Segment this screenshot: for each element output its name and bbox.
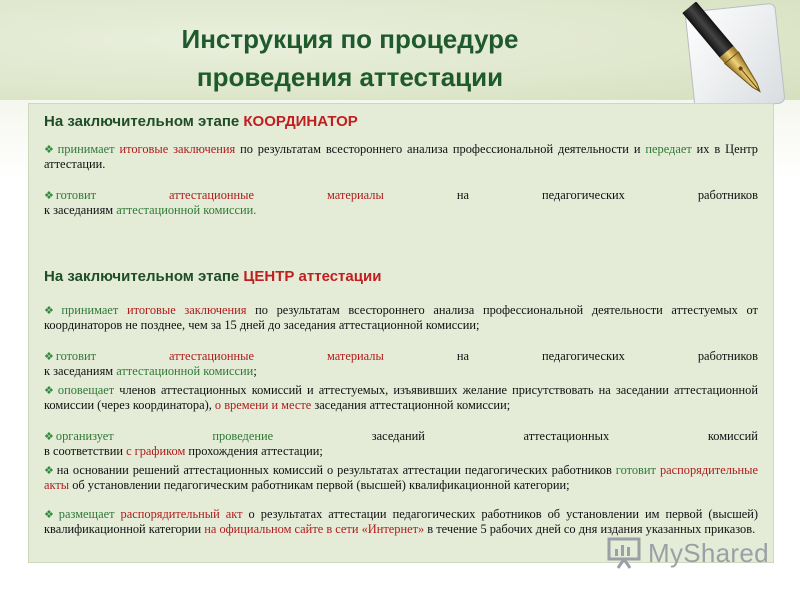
item-text: аттестационной комиссии <box>116 363 254 378</box>
heading-prefix: На заключительном этапе <box>44 268 244 285</box>
item-text: о результатах аттестации педагогических работников об установлении им первой (высшей) квалификационной категории <box>44 507 759 536</box>
list-item <box>44 430 758 458</box>
watermark-text: MyShared <box>648 537 769 568</box>
item-text: в течение 5 рабочих дней со дня издания указанных приказов. <box>424 521 756 536</box>
item-text: итоговые заключения <box>119 142 236 156</box>
item-text: распорядительный акт <box>120 507 243 521</box>
diamond-bullet-icon: ❖ <box>44 465 55 477</box>
presentation-board-icon <box>606 536 642 570</box>
item-text: аттестационные <box>169 349 254 363</box>
diamond-bullet-icon: ❖ <box>44 305 60 317</box>
item-text: на основании решений аттестационных комиссий о результатах аттестации педагогических работников <box>56 463 616 477</box>
item-text: проведение <box>212 429 274 443</box>
item-text: по результатам всестороннего анализа профессиональной деятельности аттестуемых от координаторов не позднее, чем за 15 дней до заседания аттестационной комиссии; <box>44 303 758 332</box>
section-heading-coordinator <box>44 113 358 130</box>
list-item <box>44 189 758 217</box>
item-text: размещает <box>58 507 115 521</box>
list-item <box>44 350 758 378</box>
item-text: комиссий <box>707 429 758 443</box>
list-item <box>44 464 758 492</box>
list-item <box>44 304 758 332</box>
item-text: заседания аттестационной комиссии; <box>311 397 511 412</box>
item-text: работников <box>697 349 758 363</box>
item-text: передает <box>645 142 692 156</box>
heading-prefix: На заключительном этапе <box>44 113 244 130</box>
item-text: оповещает <box>57 383 115 397</box>
item-text: педагогических <box>541 349 625 363</box>
diamond-bullet-icon: ❖ <box>44 431 54 443</box>
item-text: их в Центр аттестации. <box>44 142 758 171</box>
item-text: заседаний <box>371 429 425 443</box>
item-text: готовит <box>55 188 97 202</box>
slide-title <box>90 20 610 96</box>
title-line-2: проведения аттестации <box>196 62 504 92</box>
diamond-bullet-icon: ❖ <box>44 509 57 521</box>
item-text: работников <box>697 188 758 202</box>
item-text: материалы <box>327 349 384 363</box>
item-text: готовит <box>55 349 97 363</box>
item-text: к заседаниям <box>44 363 117 378</box>
item-text: организует <box>55 429 114 443</box>
diamond-bullet-icon: ❖ <box>44 144 56 156</box>
diamond-bullet-icon: ❖ <box>44 190 54 202</box>
heading-highlight: КООРДИНАТОР <box>243 113 358 130</box>
title-line-1: Инструкция по процедуре <box>181 24 519 54</box>
item-text: педагогических <box>541 188 625 202</box>
item-text: об установлении педагогическим работникам первой (высшей) квалификационной категории; <box>69 477 570 492</box>
item-text: прохождения аттестации; <box>185 443 323 458</box>
item-text: ; <box>253 363 257 378</box>
item-text: готовит <box>615 463 656 477</box>
item-text: о времени и месте <box>214 397 312 412</box>
list-item <box>44 143 758 171</box>
item-text: аттестационные <box>169 188 254 202</box>
item-text: распорядительные акты <box>44 463 758 492</box>
item-text: членов аттестационных комиссий и аттестуемых, изъявивших желание присутствовать на заседании аттестационной комиссии (через координатора), <box>44 383 758 412</box>
item-text: на <box>456 188 469 202</box>
item-text: к заседаниям <box>44 202 117 217</box>
section-heading-center <box>44 268 381 285</box>
heading-highlight: ЦЕНТР аттестации <box>243 268 382 285</box>
item-text: в соответствии <box>44 443 127 458</box>
item-text: с графиком <box>126 443 186 458</box>
diamond-bullet-icon: ❖ <box>44 351 54 363</box>
list-item <box>44 384 758 412</box>
item-text: аттестационных <box>523 429 610 443</box>
item-text: на официальном сайте в сети «Интернет» <box>204 521 425 536</box>
item-text: принимает <box>61 303 119 317</box>
item-text: материалы <box>327 188 384 202</box>
diamond-bullet-icon: ❖ <box>44 385 56 397</box>
item-text: итоговые заключения <box>126 303 247 317</box>
list-item <box>44 508 758 536</box>
fountain-pen-icon <box>676 2 786 112</box>
item-text: на <box>456 349 469 363</box>
content-panel <box>28 103 774 563</box>
item-text: аттестационной комиссии. <box>116 202 257 217</box>
item-text: принимает <box>57 142 115 156</box>
myshared-watermark <box>606 536 769 570</box>
item-text: по результатам всестороннего анализа профессиональной деятельности и <box>235 142 646 156</box>
